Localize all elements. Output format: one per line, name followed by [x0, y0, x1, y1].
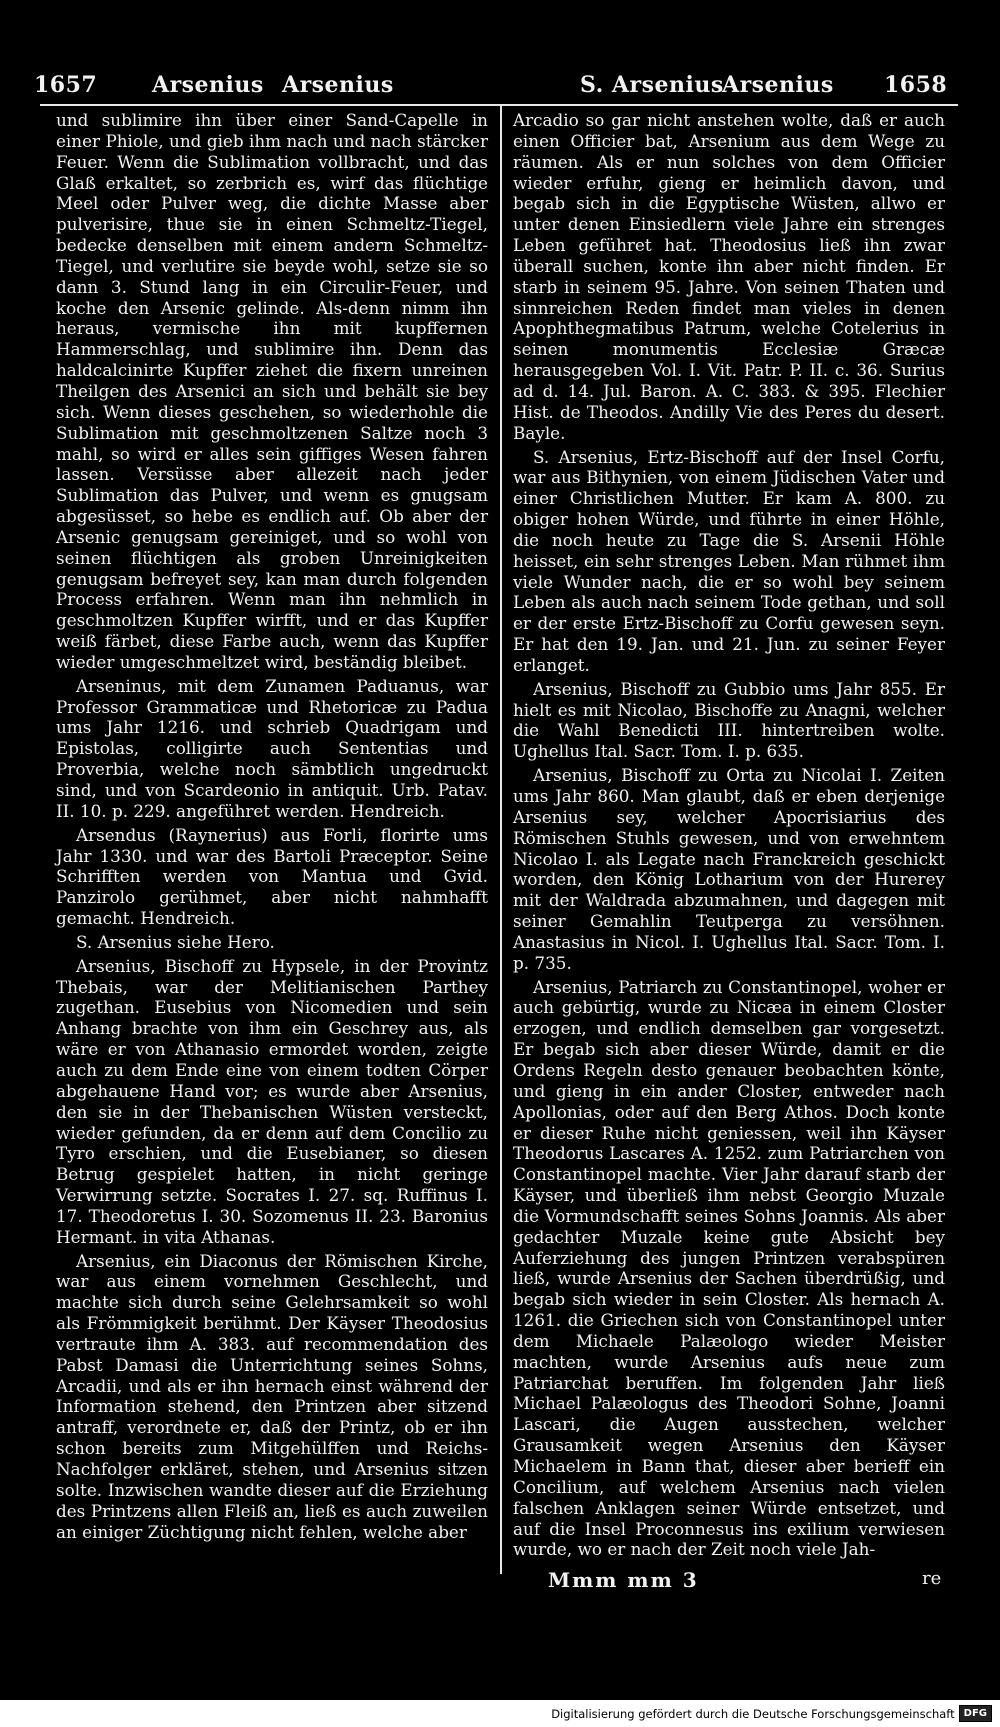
dfg-logo[interactable]: DFG [959, 1705, 992, 1722]
entry-arsenius-gubbio: Arsenius, Bischoff zu Gubbio ums Jahr 855. Er hielt es mit Nicolao, Bischoffe zu Anagni, welcher die Wahl Benedicti III. hintertreiben wolte. Ughellus Ital. Sacr. Tom. I. p. 635. [513, 678, 945, 762]
right-header-word-1: S. Arsenius [580, 72, 724, 98]
right-header-word-2: Arsenius [722, 72, 834, 98]
entry-arsenius-patriarch: Arsenius, Patriarch zu Constantinopel, woher er auch gebürtig, wurde zu Nicæa in einem Closter erzogen, und endlich demselben gar vorgesetzt. Er begab sich aber dieser Würde, damit er die Ordens Regeln desto genauer beobachten könte, und gieng in ein ander Closter, entweder nach Apollonias, oder auf den Berg Athos. Doch konte er dieser Ruhe nicht geniessen, weil ihn Käyser Theodorus Lascares A. 1252. zum Patriarchen von Constantinopel machte. Vier Jahr darauf starb der Käyser, und überließ ihm nebst Georgio Muzale die Vormundschafft seines Sohns Joannis. Als aber gedachter Muzale keine gute Absicht bey Auferziehung des jungen Printzen verabspüren ließ, wurde Arsenius der Sachen überdrüßig, und begab sich wieder in sein Closter. Als hernach A. 1261. die Griechen sich von Constantinopel unter dem Michaele Palæologo wieder Meister machten, wurde Arsenius aufs neue zum Patriarchat beruffen. Im folgenden Jahr ließ Michael Palæologus des Theodori Sohne, Joanni Lascari, die Augen ausstechen, welcher Grausamkeit wegen Arsenius den Käyser Michaelem in Bann that, dieser aber berieff ein Concilium, auf welchem Arsenius nach vielen falschen Anklagen seiner Würde entsetzet, und auf die Insel Proconnesus ins exilium verwiesen wurde, wo er nach der Zeit noch viele Jah- [513, 976, 945, 1560]
entry-s-arsenius-hero: S. Arsenius siehe Hero. [76, 931, 275, 952]
entry-arsenius-diaconus: Arsenius, ein Diaconus der Römischen Kirche, war aus einem vornehmen Geschlecht, und machte sich durch seine Gelehrsamkeit so wohl als Frömmigkeit berühmt. Der Käyser Theodosius vertraute ihm A. 383. auf recommendation des Pabst Damasi die Unterrichtung seines Sohns, Arcadii, und als er ihn hernach einst während der Information stehend, den Printzen aber sitzend antraff, verordnete er, daß der Printz, ob er ihn schon bereits zum Mitgehülffen und Reichs-Nachfolger erkläret, stehen, und Arsenius sitzen solte. Inzwischen wandte dieser auf die Erziehung des Printzens allen Fleiß an, ließ es auch zuweilen an einiger Züchtigung nicht fehlen, welche aber [56, 1250, 488, 1542]
left-column [56, 110, 488, 1575]
signature-mark: Mmm mm 3 [548, 1568, 699, 1592]
entry-arseninus: Arseninus, mit dem Zunamen Paduanus, war Professor Grammaticæ und Rhetoricæ zu Padua ums Jahr 1216. und schrieb Quadrigam und Epistolas, colligirte auch Sententias und Proverbia, welche noch sämbtlich ungedruckt sind, und von Scardeonio in antiquit. Urb. Patav. II. 10. p. 229. angeführet werden. Hendreich. [56, 675, 488, 821]
left-page-number: 1657 [34, 72, 98, 98]
left-header-word-2: Arsenius [282, 72, 394, 98]
digitization-footer [0, 1700, 1000, 1727]
column-divider [500, 104, 502, 1574]
right-column [513, 110, 945, 1575]
left-header-word-1: Arsenius [152, 72, 264, 98]
entry-arsenius-orta: Arsenius, Bischoff zu Orta zu Nicolai I. Zeiten ums Jahr 860. Man glaubt, daß er eben derjenige Arsenius sey, welcher Apocrisiarius des Römischen Stuhls gewesen, und von erwehntem Nicolao I. als Legate nach Franckreich geschickt worden, den König Lotharium von der Hurerey mit der Waldrada abzumahnen, und dagegen mit seiner Gemahlin Teutperga zu versöhnen. Anastasius in Nicol. I. Ughellus Ital. Sacr. Tom. I. p. 735. [513, 765, 945, 973]
paragraph: und sublimire ihn über einer Sand-Capelle in einer Phiole, und gieb ihm nach und nach stärcker Feuer. Wenn die Sublimation vollbracht, und das Glaß erkaltet, so zerbrich es, wirf das flüchtige Meel oder Pulver weg, die dichte Masse aber pulverisire, thue sie in einen Schmeltz-Tiegel, bedecke denselben mit einem andern Schmeltz-Tiegel, und verlutire sie beyde wohl, setze sie so dann 3. Stund lang in ein Circulir-Feuer, und koche den Arsenic gelinde. Als-denn nimm ihn heraus, vermische ihn mit kupffernen Hammerschlag, und sublimire ihn. Denn das haldcalcinirte Kupffer ziehet die fixern unreinen Theilgen des Arsenici an sich und behält sie bey sich. Wenn dieses geschehen, so wiederhohle die Sublimation mit geschmoltzenen Saltze noch 3 mahl, so wird er alles sein giffiges Wesen fahren lassen. Versüsse aber allezeit nach jeder Sublimation das Pulver, und wenn es gnugsam abgesüsset, so hebe es endlich auf. Ob aber der Arsenic genugsam gereiniget, und so wohl von seinen flüchtigen als groben Unreinigkeiten genugsam befreyet sey, kan man durch folgenden Process erfahren. Wenn man ihn nehmlich in geschmoltzen Kupffer wirfft, und er das Kupffer weiß färbet, diese Farbe auch, wenn das Kupffer wieder umgeschmeltzet wird, beständig bleibet. [56, 110, 488, 672]
entry-arsenius-hypsele: Arsenius, Bischoff zu Hypsele, in der Provintz Thebais, war der Melitianischen Parthey zugethan. Eusebius von Nicomedien und sein Anhang brachte von ihm ein Geschrey aus, als wäre er von Athanasio ermordet worden, zeigte auch zu dem Ende eine von einem todten Cörper abgehauene Hand vor; es wurde aber Arsenius, den sie in der Thebanischen Wüsten versteckt, wieder gefunden, da er denn auf dem Concilio zu Tyro erschien, und die Eusebianer, so diesen Betrug gespielet hatten, in nicht geringe Verwirrung setzte. Socrates I. 27. sq. Ruffinus I. 17. Theodoretus I. 30. Sozomenus II. 23. Baronius Hermant. in vita Athanas. [56, 955, 488, 1247]
footer-text: Digitalisierung gefördert durch die Deutsche Forschungsgemeinschaft [551, 1706, 955, 1721]
paragraph: Arcadio so gar nicht anstehen wolte, daß er auch einen Officier bat, Arsenium aus dem Wege zu räumen. Als er nun solches von dem Officier wieder erfuhr, gieng er heimlich davon, und begab sich in die Egyptische Wüsten, allwo er unter denen Einsiedlern viele Jahre ein strenges Leben geführet hat. Theodosius ließ ihn zwar überall suchen, konte ihn aber nicht finden. Er starb in seinem 95. Jahre. Von seinen Thaten und sinnreichen Reden findet man vieles in denen Apophthegmatibus Patrum, welche Cotelerius in seinen monumentis Ecclesiæ Græcæ herausgegeben Vol. I. Vit. Patr. P. II. c. 36. Surius ad d. 14. Jul. Baron. A. C. 383. & 395. Flechier Hist. de Theodos. Andilly Vie des Peres du desert. Bayle. [513, 110, 945, 443]
entry-arsendus: Arsendus (Raynerius) aus Forli, florirte ums Jahr 1330. und war des Bartoli Præceptor. Seine Schrifften werden von Mantua und Gvid. Panzirolo gerühmet, aber nicht nahmhafft gemacht. Hendreich. [56, 824, 488, 929]
right-page-number: 1658 [884, 72, 948, 98]
entry-s-arsenius-corfu: S. Arsenius, Ertz-Bischoff auf der Insel Corfu, war aus Bithynien, von einem Jüdischen Vater und einer Christlichen Mutter. Er kam A. 800. zu obiger hohen Würde, und führte in einer Höhle, die noch heute zu Tage die S. Arsenii Höhle heisset, ein sehr strenges Leben. Man rühmet ihm viele Wunder nach, die er so wohl bey seinem Leben als auch nach seinem Tode gethan, und soll er der erste Ertz-Bischoff zu Corfu gewesen seyn. Er hat den 19. Jan. und 21. Jun. zu seiner Feyer erlanget. [513, 446, 945, 675]
catchword: re [922, 1568, 942, 1589]
header-rule [40, 104, 958, 106]
